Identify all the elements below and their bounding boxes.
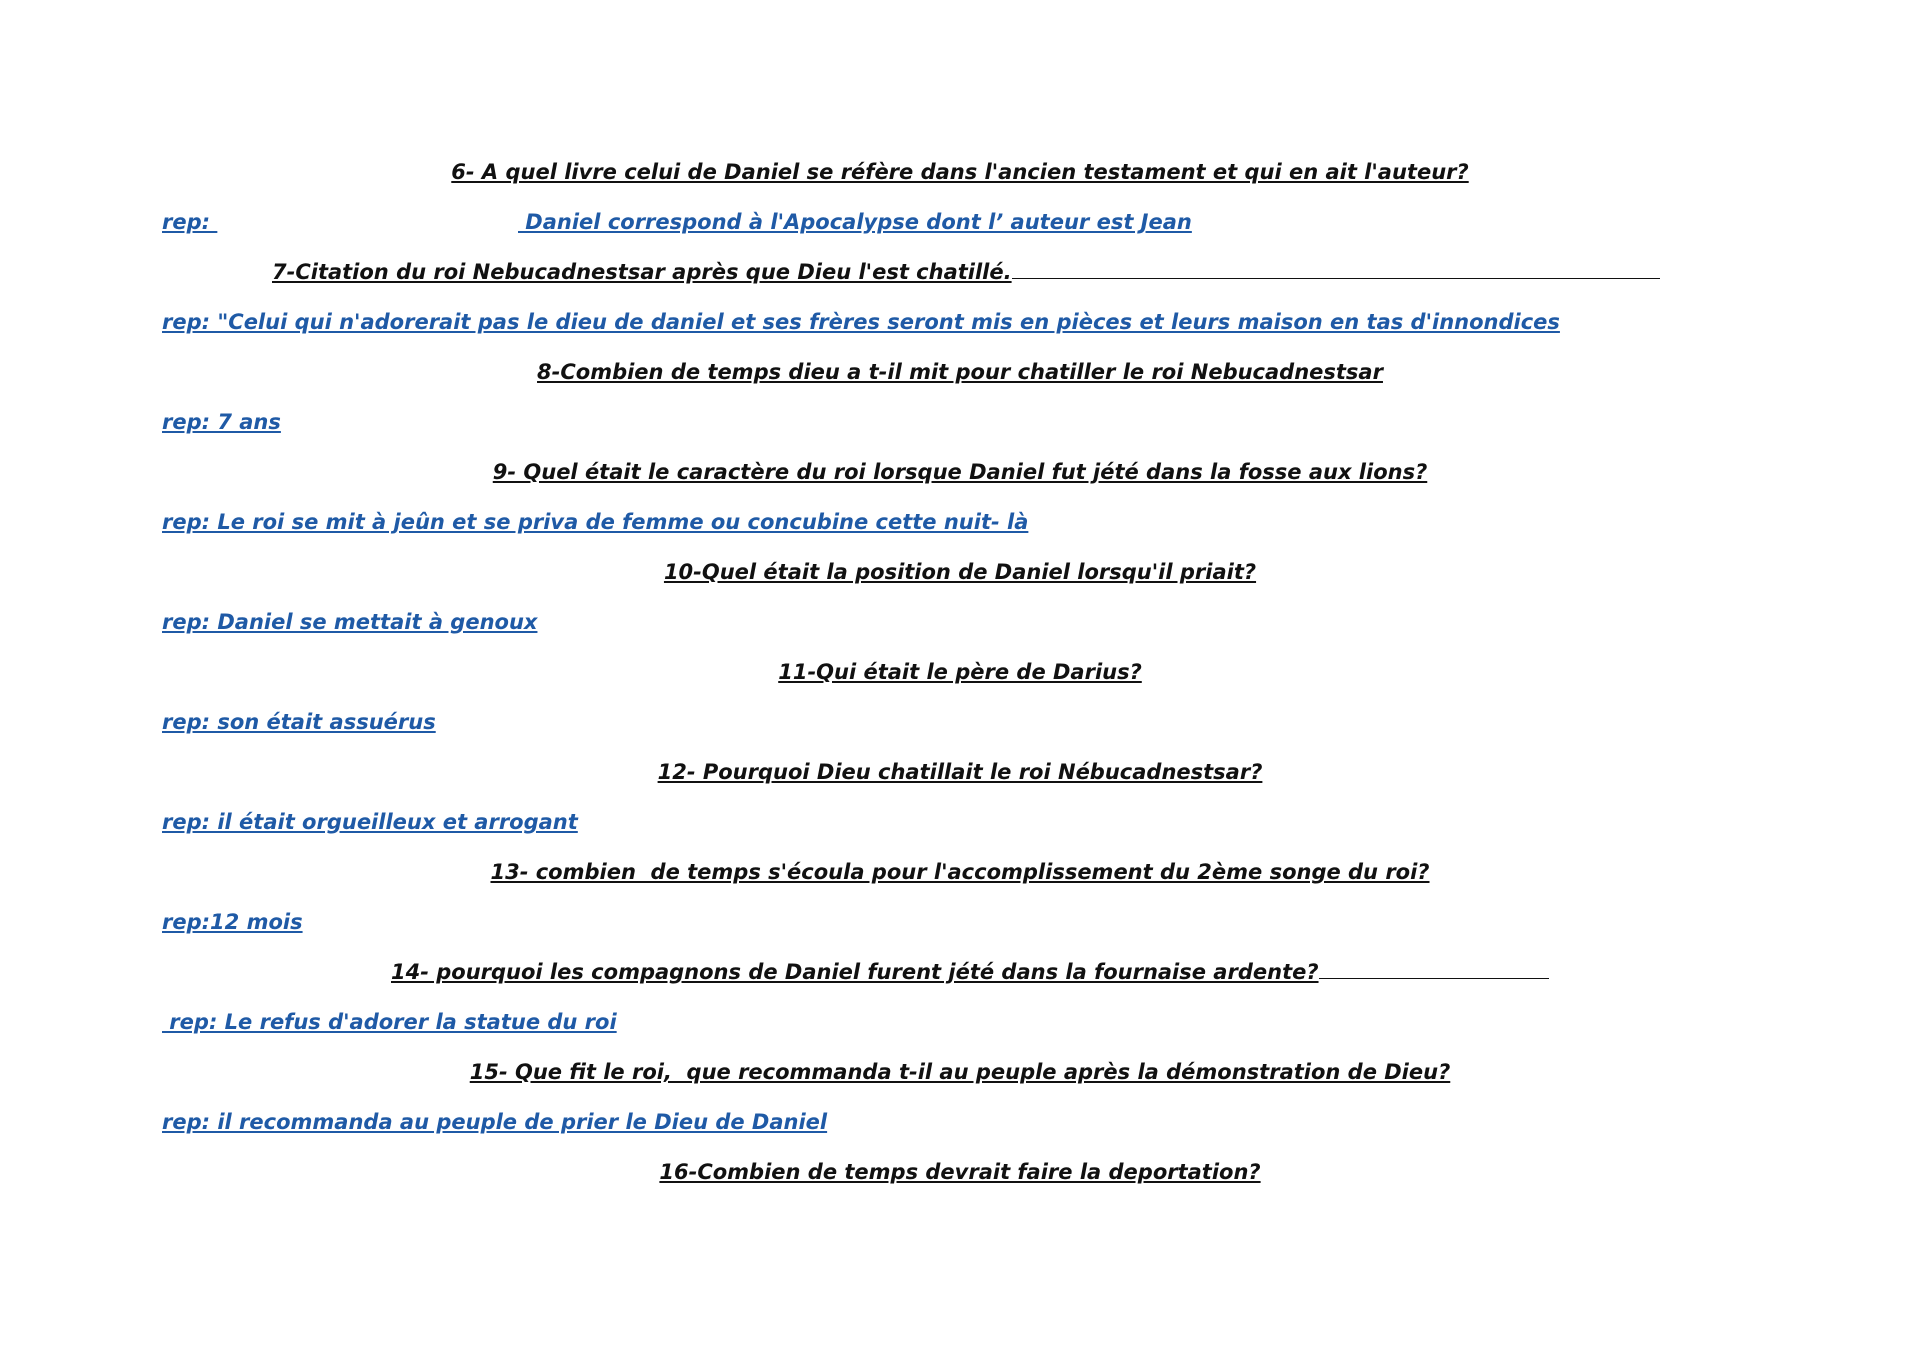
- question-9: 9- Quel était le caractère du roi lorsque Daniel fut jété dans la fosse aux lions?: [492, 460, 1428, 484]
- answer-14: rep: Le refus d'adorer la statue du roi: [162, 1010, 617, 1034]
- answer-6: Daniel correspond à l'Apocalypse dont l’ auteur est Jean: [518, 210, 1192, 234]
- answer-13: rep:12 mois: [162, 910, 303, 934]
- question-7-text: 7-Citation du roi Nebucadnestsar après que Dieu l'est chatillé.: [272, 260, 1012, 284]
- question-12: 12- Pourquoi Dieu chatillait le roi Nébucadnestsar?: [657, 760, 1263, 784]
- answer-12: rep: il était orgueilleux et arrogant: [162, 810, 578, 834]
- answer-15: rep: il recommanda au peuple de prier le Dieu de Daniel: [162, 1110, 828, 1134]
- question-14: [391, 958, 1549, 986]
- question-11: 11-Qui était le père de Darius?: [778, 660, 1142, 684]
- answer-10: rep: Daniel se mettait à genoux: [162, 610, 538, 634]
- question-6: 6- A quel livre celui de Daniel se réfère dans l'ancien testament et qui en ait l'auteur?: [451, 160, 1469, 184]
- answer-8: rep: 7 ans: [162, 410, 281, 434]
- question-16: 16-Combien de temps devrait faire la deportation?: [659, 1160, 1261, 1184]
- answer-7: rep: "Celui qui n'adorerait pas le dieu de daniel et ses frères seront mis en pièces et leurs maison en tas d'innondices: [162, 310, 1560, 334]
- question-13: 13- combien de temps s'écoula pour l'accomplissement du 2ème songe du roi?: [490, 860, 1430, 884]
- question-10: 10-Quel était la position de Daniel lorsqu'il priait?: [663, 560, 1257, 584]
- answer-9: rep: Le roi se mit à jeûn et se priva de femme ou concubine cette nuit- là: [162, 510, 1029, 534]
- question-14-underline-fill: [1319, 977, 1549, 979]
- question-7-underline-fill: [1012, 277, 1660, 279]
- question-7: [272, 258, 1660, 286]
- answer-11: rep: son était assuérus: [162, 710, 436, 734]
- question-15: 15- Que fit le roi, que recommanda t-il au peuple après la démonstration de Dieu?: [469, 1060, 1451, 1084]
- question-8: 8-Combien de temps dieu a t-il mit pour chatiller le roi Nebucadnestsar: [537, 360, 1383, 384]
- answer-6-prefix: rep:: [162, 210, 218, 234]
- question-14-text: 14- pourquoi les compagnons de Daniel furent jété dans la fournaise ardente?: [391, 960, 1319, 984]
